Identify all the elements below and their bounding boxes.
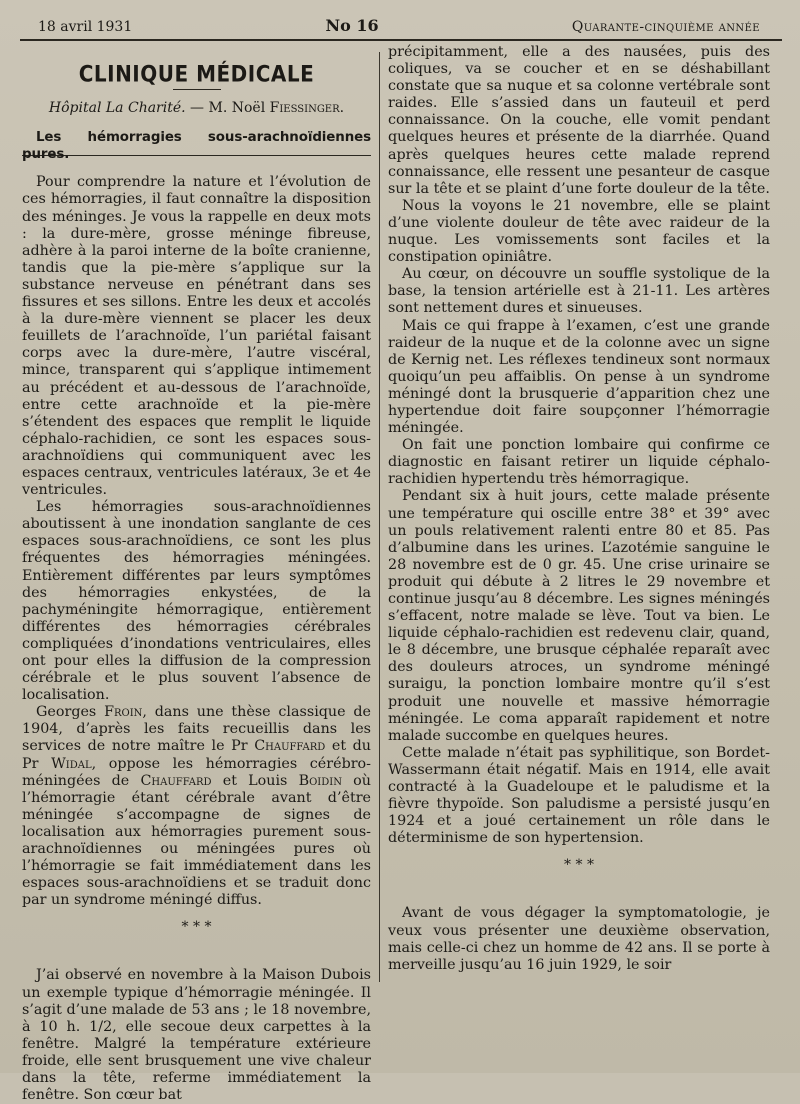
section-title: CLINIQUE MÉDICALE	[78, 60, 315, 88]
header-date: 18 avril 1931	[38, 19, 133, 35]
hospital-end: .	[339, 100, 345, 117]
paragraph: Mais ce qui frappe à l’examen, c’est une grande raideur de la nuque et de la colonne avec un signe de Kernig net. Les réflexes tendineux sont normaux quoiqu’un peu affaiblis. On pense à un syndrome méningé dont la brusquerie d’apparition chez une hypertendue doit faire soupçonner l’hémorragie méningée.	[388, 317, 770, 437]
paragraph: J’ai observé en novembre à la Maison Dubois un exemple typique d’hémorragie méningée. Il s’agit d’une malade de 53 ans ; le 18 novembre, à 10 h. 1/2, elle secoue deux carpettes à la fenêtre. Malgré la température extérieure froide, elle sent brusquement une vive chaleur dans la tête, referme immédiatement la fenêtre. Son cœur bat	[22, 967, 371, 1104]
subject-rule	[22, 155, 371, 156]
name-froin: Froin	[104, 704, 143, 721]
section-separator: * * *	[181, 919, 212, 936]
paragraph: Cette malade n’était pas syphilitique, son Bordet-Wassermann était négatif. Mais en 1914, elle avait contracté à la Guadeloupe et le paludisme et la fièvre thypoïde. Son paludisme a persisté jusqu’en 1924 et a joué certainement un rôle dans le déterminisme de son hypertension.	[388, 744, 770, 847]
title-rule	[173, 89, 221, 90]
name-boidin: Boidin	[298, 772, 342, 789]
paragraph: Pendant six à huit jours, cette malade présente une température qui oscille entre 38° et 39° avec un pouls relativement ralenti entre 80 et 85. Pas d’albumine dans les urines. L’azotémie sanguine le 28 novembre est de 0 gr. 45. Une crise urinaire se produit qui débute à 2 litres le 29 novembre et continue jusqu’au 8 décembre. Les signes méningés s’effacent, notre malade se lève. Tout va bien. Le liquide céphalo-rachidien est redevenu clair, quand, le 8 décembre, une brusque céphalée reparaît avec des douleurs atroces, un syndrome méningé suraigu, la ponction lombaire montre qu’il s’est produit une nouvelle et massive hémorragie méningée. Le coma apparaît rapidement et notre malade succombe en quelques heures.	[388, 488, 770, 744]
text-run: , oppose les hémorragies cérébro-méningées de	[22, 755, 371, 789]
text-run: et Louis	[211, 772, 299, 789]
hospital-line	[22, 100, 371, 117]
paragraph: Avant de vous dégager la symptomatologie, je veux vous présenter une deuxième observation, mais celle-ci chez un homme de 42 ans. Il se porte à merveille jusqu’au 16 juin 1929, le soir	[388, 905, 770, 973]
section-separator: * * *	[564, 857, 594, 874]
paragraph: Pour comprendre la nature et l’évolution de ces hémorragies, il faut connaître la disposition des méninges. Je vous la rappelle en deux mots : la dure-mère, grosse méninge fibreuse, adhère à la paroi interne de la boîte cranienne, tandis que la pie-mère s’applique sur la substance nerveuse en pénétrant dans ses fissures et ses sillons. Entre les deux et accolés à la dure-mère viennent se placer les deux feuillets de l’arachnoïde, l’un pariétal faisant corps avec la dure-mère, l’autre viscéral, mince, transparent qui s’applique intimement au précédent et au-dessous de l’arachnoïde, entre cette arachnoïde et la pie-mère s’étendent des espaces que remplit le liquide céphalo-rachidien, ce sont les espaces sous-arachnoïdiens qui communiquent avec les espaces centraux, ventricules latéraux, 3e et 4e ventricules.	[22, 174, 371, 499]
issue-number: No 16	[325, 16, 379, 35]
hospital-dash: — M. Noël	[185, 100, 270, 117]
text-run: où l’hémorragie étant cérébrale avant d’être méningée s’accompagne de signes de localisation aux hémorragies purement sous-arachnoïdiennes ou méningées pures où l’hémorragie se fait immédiatement dans les espaces sous-arachnoïdiens et se traduit donc par un syndrome méningé diffus.	[22, 772, 371, 909]
name-chauffard: Chauffard	[254, 738, 326, 755]
column-rule	[379, 52, 380, 982]
left-column	[22, 60, 371, 1104]
text-run: Georges	[36, 704, 105, 721]
header-year: Quarante-cinquième année	[571, 19, 760, 35]
name-widal: Widal	[51, 755, 92, 772]
text-run: , dans une thèse classique de 1904, d’après les faits recueillis dans les services de notre maître le Pr	[22, 704, 371, 755]
text-run: et du Pr	[22, 738, 371, 772]
paragraph: précipitamment, elle a des nausées, puis des coliques, va se coucher et en se déshabillant constate que sa nuque et sa colonne vertébrale sont raides. Elle s’assied dans un fauteuil et perd connaissance. On la couche, elle vomit pendant quelques heures et présente de la diarrhée. Quand après quelques heures cette malade reprend connaissance, elle ressent une pesanteur de casque sur la tête et se plaint d’une forte douleur de la tête.	[388, 44, 770, 197]
author-name: Fiessinger	[269, 100, 340, 117]
paragraph: Les hémorragies sous-arachnoïdiennes aboutissent à une inondation sanglante de ces espaces sous-arachnoïdiens, ce sont les plus fréquentes des hémorragies méningées. Entièrement différentes par leurs symptômes des hémorragies enkystées, de la pachyméningite hémorragique, entièrement différentes des hémorragies cérébrales compliquées d’inondations ventriculaires, elles ont pour elles la diffusion de la compression cérébrale et le plus souvent l’absence de localisation.	[22, 499, 371, 704]
right-column	[388, 44, 770, 974]
paragraph: Nous la voyons le 21 novembre, elle se plaint d’une violente douleur de tête avec raideur de la nuque. Les vomissements sont faciles et la constipation opiniâtre.	[388, 197, 770, 266]
hospital-name: Hôpital La Charité.	[48, 100, 186, 117]
paragraph: Au cœur, on découvre un souffle systolique de la base, la tension artérielle est à 21-11. Les artères sont nettement dures et sinueuses.	[388, 266, 770, 317]
paragraph	[22, 704, 371, 909]
header-rule	[20, 39, 782, 41]
article-subject: Les hémorragies sous-arachnoïdiennes pures.	[22, 130, 371, 163]
page-header	[38, 16, 760, 38]
paragraph: On fait une ponction lombaire qui confirme ce diagnostic en faisant retirer un liquide céphalo-rachidien hypertendu très hémorragique.	[388, 437, 770, 488]
name-chauffard: Chauffard	[140, 772, 212, 789]
